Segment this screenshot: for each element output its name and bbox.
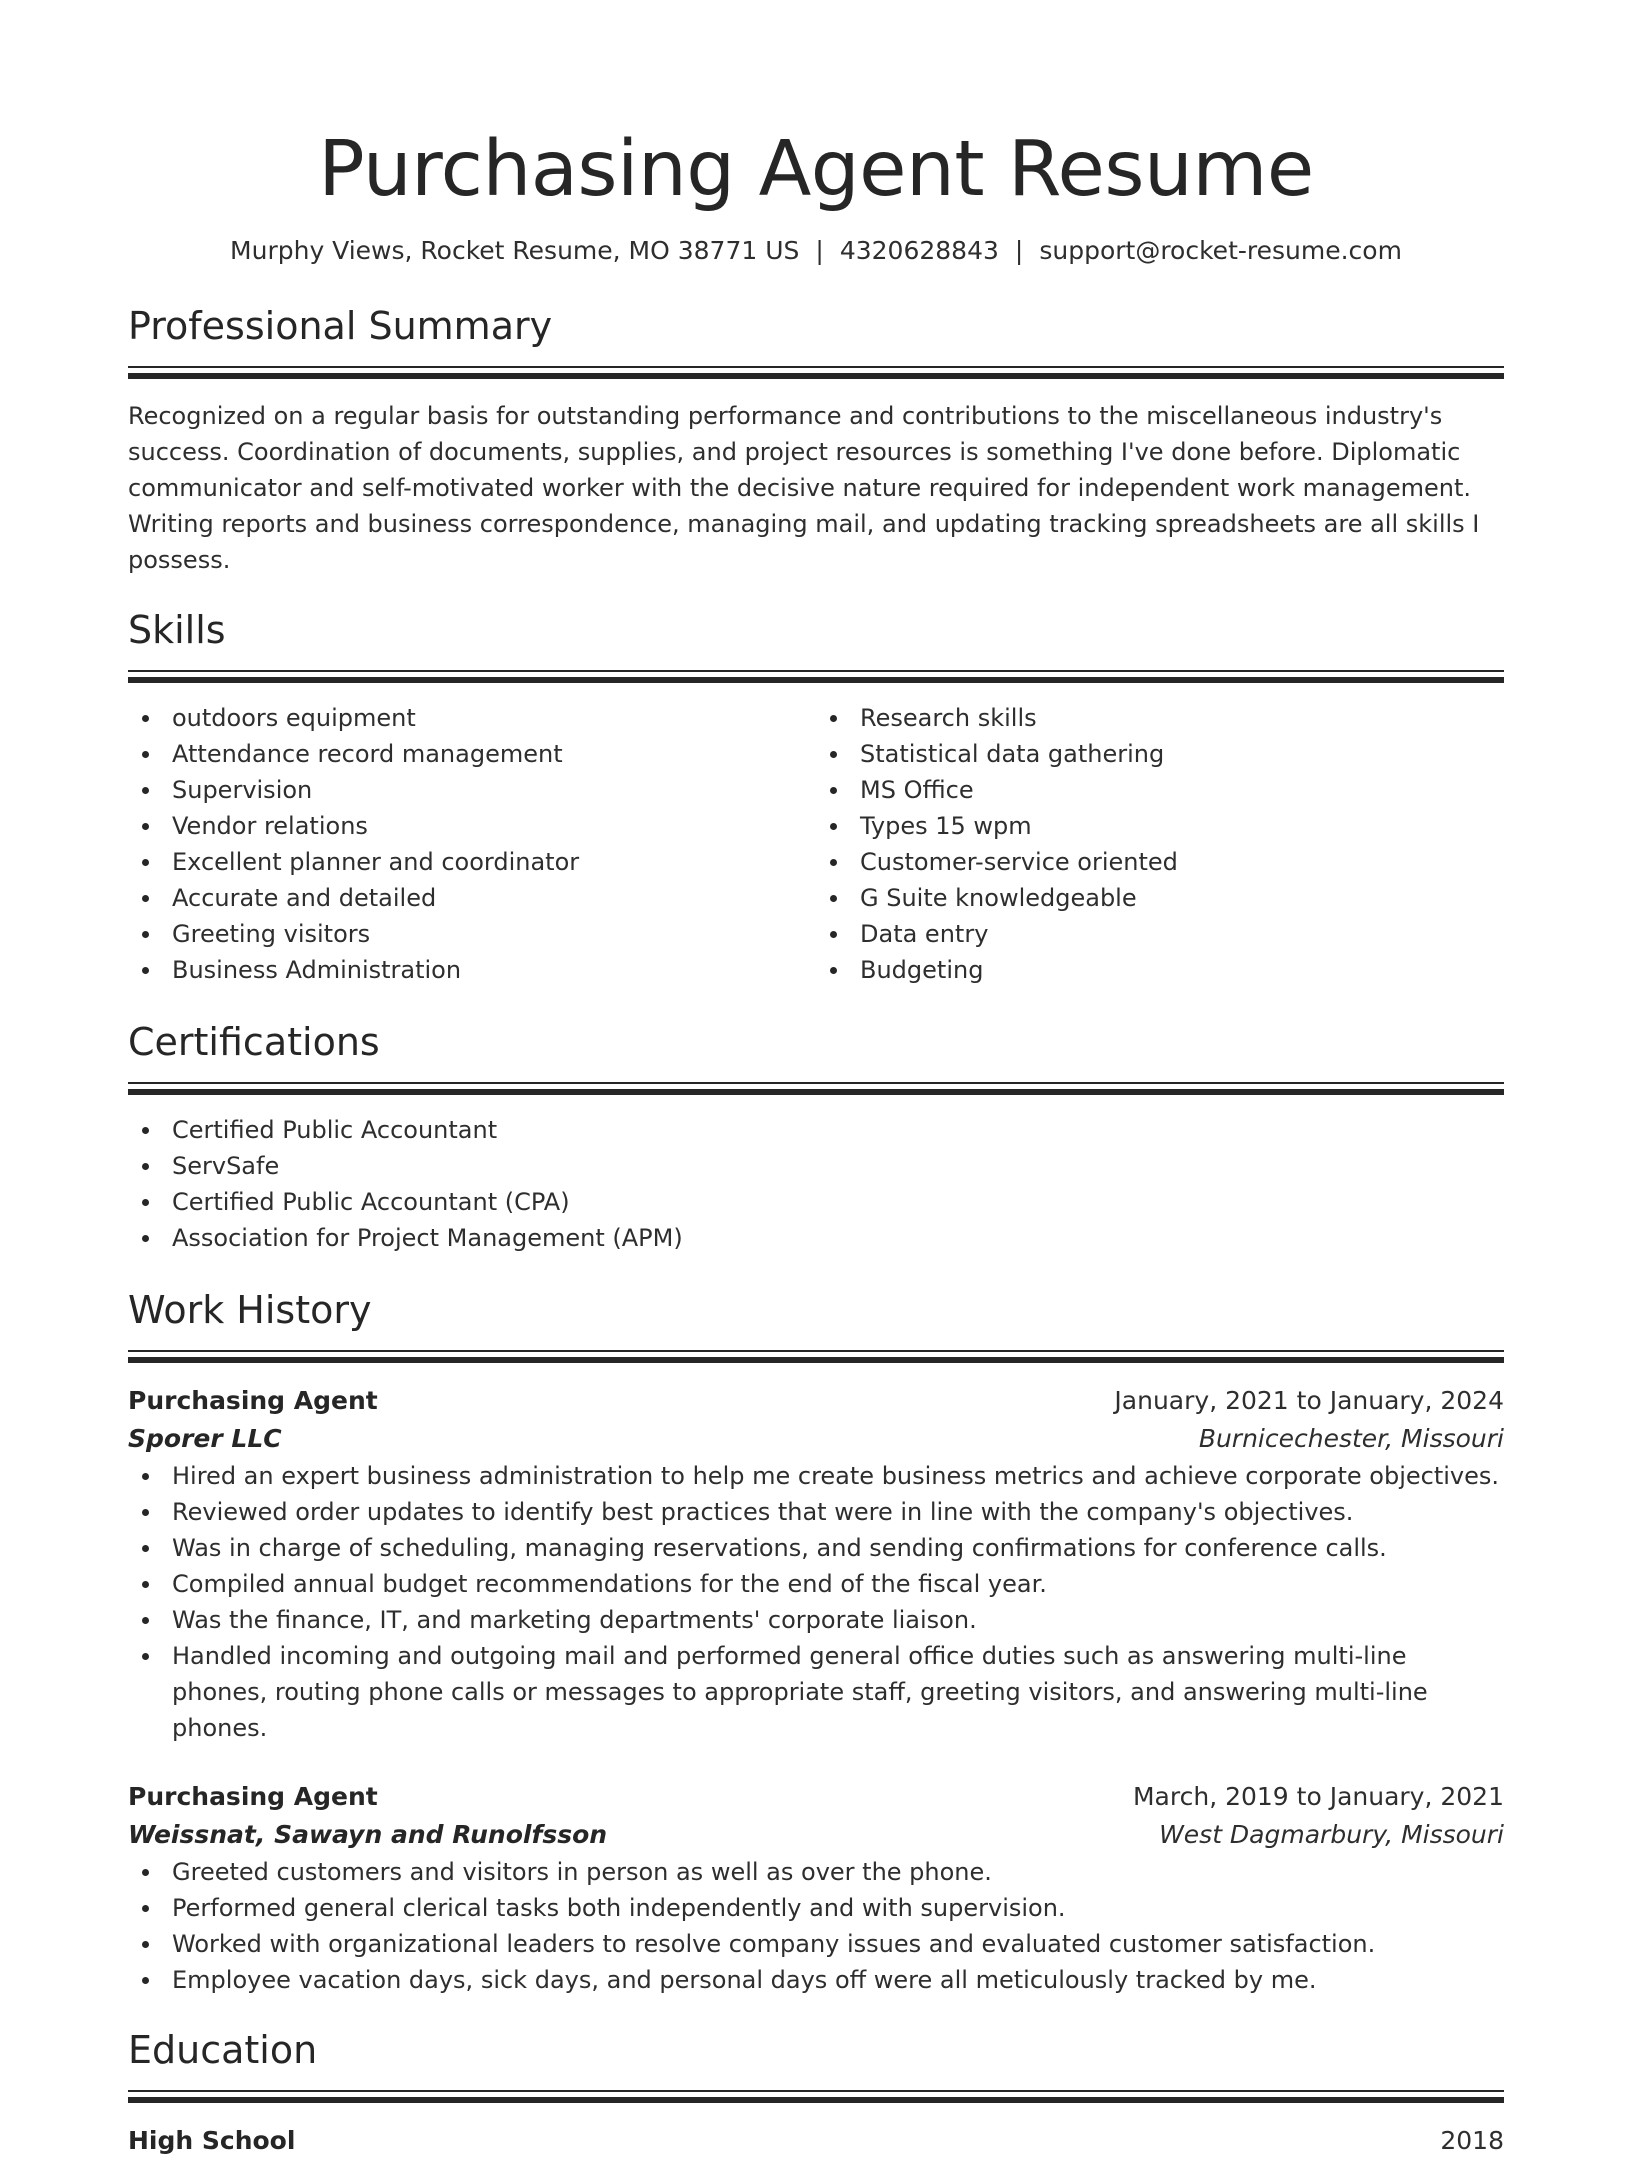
certifications-list [128, 1112, 1504, 1256]
skill-item: Statistical data gathering [816, 736, 1504, 772]
job-duty-item: Was the finance, IT, and marketing departments' corporate liaison. [128, 1602, 1504, 1638]
job-subheader [128, 1420, 1504, 1458]
skill-item: Research skills [816, 700, 1504, 736]
skill-item: Greeting visitors [128, 916, 816, 952]
summary-text: Recognized on a regular basis for outstanding performance and contributions to the miscellaneous industry's success. Coordination of documents, supplies, and project resources is something I've done before. Diplomatic communicator and self-motivated worker with the decisive nature required for independent work management. Writing reports and business correspondence, managing mail, and updating tracking spreadsheets are all skills I possess. [128, 402, 1480, 574]
work-history-section [128, 1286, 1504, 1998]
job-dates: March, 2019 to January, 2021 [1132, 1782, 1504, 1811]
certification-item: ServSafe [128, 1148, 1504, 1184]
job-duty-item: Reviewed order updates to identify best practices that were in line with the company's objectives. [128, 1494, 1504, 1530]
section-divider [128, 366, 1504, 380]
section-divider [128, 1082, 1504, 1096]
job-header [128, 1382, 1504, 1420]
job-subheader [128, 1816, 1504, 1854]
resume-title: Purchasing Agent Resume [318, 125, 1314, 214]
job-entry [128, 1382, 1504, 1746]
skill-item: Accurate and detailed [128, 880, 816, 916]
certification-item: Association for Project Management (APM) [128, 1220, 1504, 1256]
certifications-heading: Certifications [128, 1020, 380, 1064]
skill-item: Vendor relations [128, 808, 816, 844]
job-header [128, 1778, 1504, 1816]
contact-separator: | [1014, 236, 1024, 265]
job-duty-item: Compiled annual budget recommendations for the end of the fiscal year. [128, 1566, 1504, 1602]
skill-item: Business Administration [128, 952, 816, 988]
summary-section [128, 302, 1504, 578]
education-heading: Education [128, 2028, 318, 2072]
certification-item: Certified Public Accountant [128, 1112, 1504, 1148]
education-year: 2018 [1440, 2126, 1504, 2155]
section-divider [128, 2090, 1504, 2104]
skill-item: Types 15 wpm [816, 808, 1504, 844]
section-divider [128, 1350, 1504, 1364]
job-title: Purchasing Agent [128, 1782, 378, 1811]
education-degree: High School [128, 2126, 296, 2155]
job-location: West Dagmarbury, Missouri [1159, 1820, 1504, 1849]
contact-address: Murphy Views, Rocket Resume, MO 38771 US [230, 236, 800, 265]
summary-heading: Professional Summary [128, 304, 553, 348]
skill-item: MS Office [816, 772, 1504, 808]
job-duty-item: Was in charge of scheduling, managing reservations, and sending confirmations for conference calls. [128, 1530, 1504, 1566]
job-dates: January, 2021 to January, 2024 [1114, 1386, 1504, 1415]
skills-section [128, 606, 1504, 988]
contact-email: support@rocket-resume.com [1039, 236, 1402, 265]
education-section [128, 2026, 1504, 2160]
job-duty-item: Handled incoming and outgoing mail and performed general office duties such as answering multi-line phones, routing phone calls or messages to appropriate staff, greeting visitors, and answering multi-line phones. [128, 1638, 1504, 1746]
job-duty-item: Greeted customers and visitors in person as well as over the phone. [128, 1854, 1504, 1890]
skills-list-right [816, 700, 1504, 988]
work-history-heading: Work History [128, 1288, 372, 1332]
skills-grid [128, 700, 1504, 988]
skill-item: Supervision [128, 772, 816, 808]
skill-item: Attendance record management [128, 736, 816, 772]
job-duty-item: Worked with organizational leaders to resolve company issues and evaluated customer satisfaction. [128, 1926, 1504, 1962]
certifications-section [128, 1018, 1504, 1256]
job-duty-item: Employee vacation days, sick days, and personal days off were all meticulously tracked by me. [128, 1962, 1504, 1998]
job-title: Purchasing Agent [128, 1386, 378, 1415]
certification-item: Certified Public Accountant (CPA) [128, 1184, 1504, 1220]
education-entry [128, 2122, 1504, 2160]
skills-heading: Skills [128, 608, 226, 652]
job-entry [128, 1778, 1504, 1998]
section-divider [128, 670, 1504, 684]
job-company: Sporer LLC [128, 1424, 282, 1453]
contact-phone: 4320628843 [839, 236, 999, 265]
job-duty-item: Hired an expert business administration to help me create business metrics and achieve corporate objectives. [128, 1458, 1504, 1494]
job-duties-list [128, 1458, 1504, 1746]
skill-item: Budgeting [816, 952, 1504, 988]
job-company: Weissnat, Sawayn and Runolfsson [128, 1820, 608, 1849]
skill-item: G Suite knowledgeable [816, 880, 1504, 916]
contact-separator: | [815, 236, 824, 265]
skills-list-left [128, 700, 816, 988]
skill-item: Excellent planner and coordinator [128, 844, 816, 880]
job-location: Burnicechester, Missouri [1198, 1424, 1504, 1453]
skill-item: outdoors equipment [128, 700, 816, 736]
job-duty-item: Performed general clerical tasks both independently and with supervision. [128, 1890, 1504, 1926]
skill-item: Data entry [816, 916, 1504, 952]
skill-item: Customer-service oriented [816, 844, 1504, 880]
job-duties-list [128, 1854, 1504, 1998]
contact-line [128, 234, 1504, 268]
